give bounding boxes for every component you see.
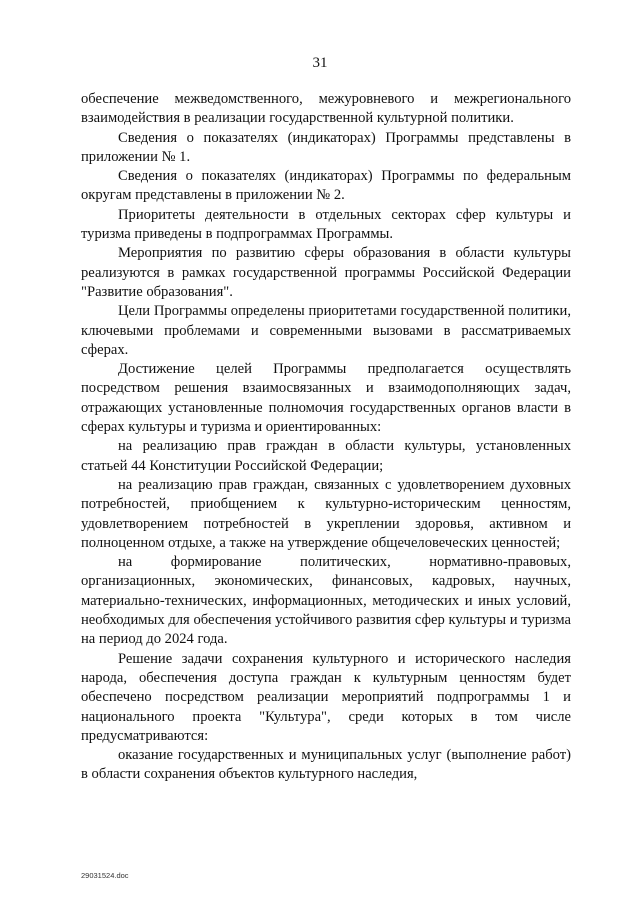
paragraph: Мероприятия по развитию сферы образования в области культуры реализуются в рамках государственной программы Российской Федерации "Развитие образования". — [81, 245, 571, 300]
paragraph: Сведения о показателях (индикаторах) Программы представлены в приложении № 1. — [81, 129, 571, 165]
paragraph: Сведения о показателях (индикаторах) Программы по федеральным округам представлены в приложении № 2. — [81, 168, 571, 204]
paragraph: обеспечение межведомственного, межуровневого и межрегионального взаимодействия в реализации государственной культурной политики. — [81, 91, 571, 127]
paragraph: Приоритеты деятельности в отдельных секторах сфер культуры и туризма приведены в подпрограммах Программы. — [81, 206, 571, 243]
list-item: оказание государственных и муниципальных услуг (выполнение работ) в области сохранения объектов культурного наследия, — [81, 747, 571, 783]
paragraph: Решение задачи сохранения культурного и исторического наследия народа, обеспечения доступа граждан к культурным ценностям будет обеспечено посредством реализации мероприятий подпрограммы 1 и национального проекта "Культура", среди которых в том числе предусматриваются: — [81, 650, 571, 744]
file-name-footer: 29031524.doc — [81, 871, 129, 880]
page-number: 31 — [312, 55, 328, 71]
paragraph: Достижение целей Программы предполагается осуществлять посредством решения взаимосвязанных и взаимодополняющих задач, отражающих установленные полномочия государственных органов власти в сферах культуры и туризма и ориентированных: — [81, 361, 571, 436]
list-item: на реализацию прав граждан, связанных с удовлетворением духовных потребностей, приобщением к культурно-историческим ценностям, удовлетворением потребностей в укреплении здоровья, активном и полноценном отдыхе, а также на утверждение общечеловеческих ценностей; — [81, 476, 571, 551]
document-body — [81, 90, 571, 785]
paragraph: Цели Программы определены приоритетами государственной политики, ключевыми проблемами и современными вызовами в рассматриваемых сферах. — [81, 303, 571, 358]
list-item: на формирование политических, нормативно-правовых, организационных, экономических, финансовых, кадровых, научных, материально-технических, информационных, методических и иных условий, необходимых для обеспечения устойчивого развития сфер культуры и туризма на период до 2024 года. — [81, 554, 571, 648]
list-item: на реализацию прав граждан в области культуры, установленных статьей 44 Конституции Российской Федерации; — [81, 438, 571, 474]
